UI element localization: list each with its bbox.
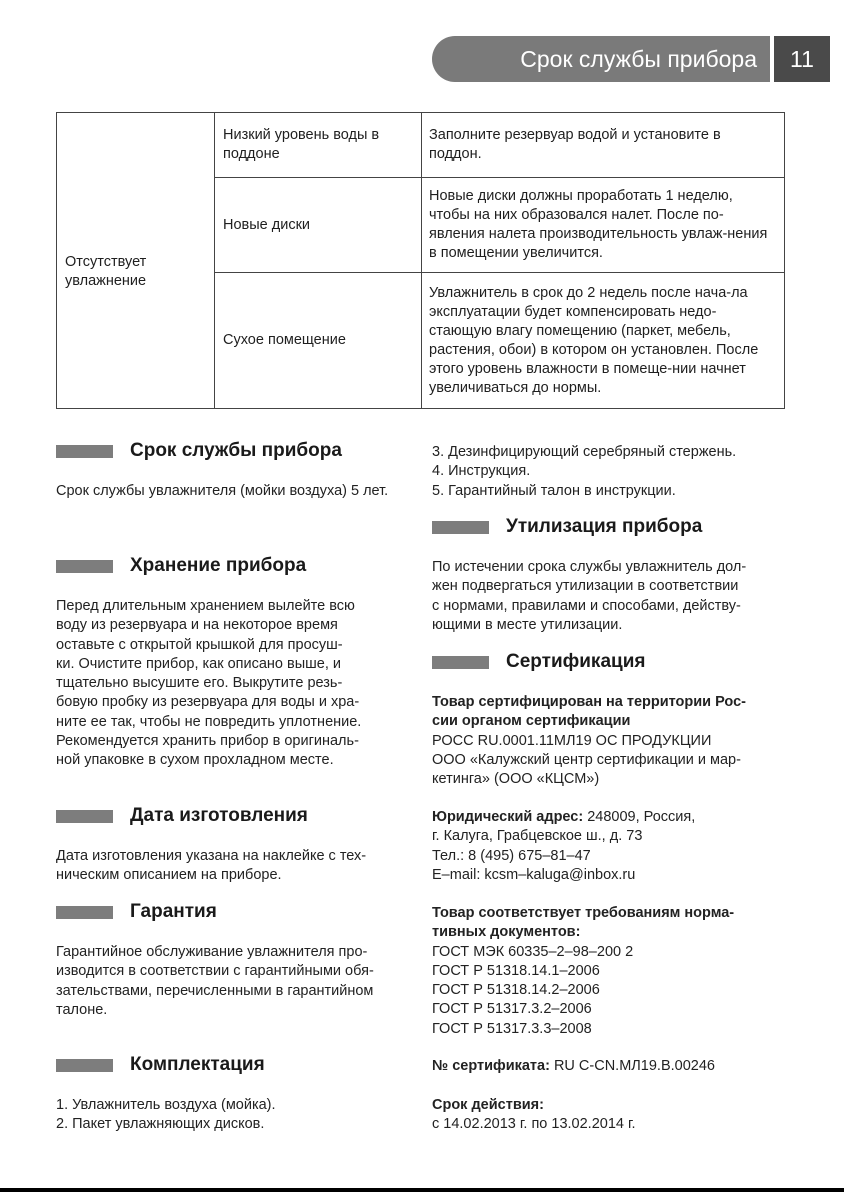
warranty-line: зательствами, перечисленными в гарантийном [56, 982, 374, 999]
standards-heading-line: Товар соответствует требованиям норма- [432, 905, 735, 921]
address-value: 248009, Россия, [583, 809, 696, 825]
troubleshooting-table [56, 112, 785, 409]
standard-item: ГОСТ Р 51318.14.1–2006 [432, 962, 600, 979]
standard-item: ГОСТ Р 51318.14.2–2006 [432, 982, 600, 999]
disposal-line: По истечении срока службы увлажнитель дол- [432, 559, 747, 575]
service-life-text: Срок службы увлажнителя (мойки воздуха) 5 лет. [56, 483, 389, 499]
validity-value: с 14.02.2013 г. по 13.02.2014 г. [432, 1116, 636, 1133]
manufacture-date-line: ническим описанием на приборе. [56, 867, 282, 884]
certificate-value: RU C-CN.МЛ19.В.00246 [549, 1058, 715, 1074]
section-bar [56, 445, 113, 458]
standards-block [432, 904, 784, 1039]
validity-block [432, 1096, 784, 1135]
section-bar [432, 521, 489, 534]
remedy-cell: Новые диски должны проработать 1 неделю, чтобы на них образовался налет. После по-явления налета производительность увлаж-нения в помещении увеличится. [422, 178, 785, 273]
phone-line: Тел.: 8 (495) 675–81–47 [432, 847, 591, 864]
manufacture-date-heading: Дата изготовления [130, 805, 308, 826]
warranty-line: изводится в соответствии с гарантийными обя- [56, 963, 374, 980]
storage-line: Рекомендуется хранить прибор в оригиналь- [56, 733, 359, 750]
manufacture-date-text [56, 847, 408, 886]
certified-heading-line: Товар сертифицирован на территории Рос- [432, 694, 746, 710]
certificate-label: № сертификата: [432, 1058, 550, 1074]
package-list-left [56, 1096, 408, 1135]
address-line: г. Калуга, Грабцевское ш., д. 73 [432, 828, 643, 845]
bottom-rule [0, 1188, 844, 1192]
disposal-line: ющими в месте утилизации. [432, 616, 623, 633]
storage-line: Перед длительным хранением вылейте всю [56, 598, 355, 614]
standard-item: ГОСТ Р 51317.3.3–2008 [432, 1020, 592, 1037]
org-line: кетинга» (ООО «КЦСМ») [432, 771, 600, 788]
package-heading: Комплектация [130, 1054, 265, 1075]
manufacture-date-line: Дата изготовления указана на наклейке с тех- [56, 848, 367, 864]
section-bar [56, 810, 113, 823]
package-item: 3. Дезинфицирующий серебряный стержень. [432, 444, 737, 460]
storage-line: оставьте с открытой крышкой для просуш- [56, 636, 343, 653]
page-number: 11 [790, 46, 814, 72]
header-section-title: Срок службы прибора [520, 46, 757, 72]
section-bar [56, 560, 113, 573]
storage-line: тщательно высушите его. Выкрутите резь- [56, 675, 343, 692]
disposal-line: жен подвергаться утилизации в соответствии [432, 578, 739, 595]
package-item: 5. Гарантийный талон в инструкции. [432, 482, 676, 499]
address-label: Юридический адрес: [432, 809, 584, 825]
storage-line: ните ее так, чтобы не повредить уплотнение. [56, 713, 362, 730]
warranty-text [56, 943, 408, 1020]
certificate-line [432, 1057, 784, 1076]
warranty-line: талоне. [56, 1001, 108, 1018]
package-item: 1. Увлажнитель воздуха (мойка). [56, 1097, 276, 1113]
remedy-cell: Заполните резервуар водой и установите в поддон. [422, 113, 785, 178]
validity-label: Срок действия: [432, 1097, 544, 1113]
standards-heading-line: тивных документов: [432, 924, 581, 941]
storage-line: ной упаковке в сухом прохладном месте. [56, 752, 334, 769]
storage-line: воду из резервуара и на некоторое время [56, 617, 338, 634]
certificate-number [432, 1057, 784, 1076]
service-life-heading: Срок службы прибора [130, 440, 342, 461]
disposal-line: с нормами, правилами и способами, действу- [432, 597, 741, 614]
warranty-heading: Гарантия [130, 901, 217, 922]
package-item: 4. Инструкция. [432, 463, 531, 480]
storage-heading: Хранение прибора [130, 555, 307, 576]
section-bar [432, 656, 489, 669]
email-line: E–mail: kcsm–kaluga@inbox.ru [432, 866, 636, 883]
certified-heading-line: сии органом сертификации [432, 713, 631, 730]
problem-cell: Отсутствует увлажнение [57, 113, 215, 409]
disposal-heading: Утилизация прибора [506, 516, 703, 537]
disposal-text [432, 558, 784, 635]
org-line: РОСС RU.0001.11МЛ19 ОС ПРОДУКЦИИ [432, 732, 712, 749]
cause-cell: Низкий уровень воды в поддоне [215, 113, 422, 178]
standard-item: ГОСТ МЭК 60335–2–98–200 2 [432, 943, 634, 960]
section-bar [56, 1059, 113, 1072]
certified-block [432, 693, 784, 789]
org-line: ООО «Калужский центр сертификации и мар- [432, 751, 741, 768]
table-row [57, 113, 785, 178]
storage-line: ки. Очистите прибор, как описано выше, и [56, 655, 342, 672]
warranty-line: Гарантийное обслуживание увлажнителя про- [56, 944, 368, 960]
package-item: 2. Пакет увлажняющих дисков. [56, 1116, 265, 1133]
storage-line: бовую пробку из резервуара для воды и хра- [56, 694, 360, 711]
address-first-line [432, 808, 784, 827]
remedy-cell: Увлажнитель в срок до 2 недель после нача-ла эксплуатации будет компенсировать недо-стающую влагу помещению (паркет, мебель, растения, обои) в котором он установлен. После этого уровень влажности в помеще-нии начнет увеличиваться до нормы. [422, 273, 785, 409]
standard-item: ГОСТ Р 51317.3.2–2006 [432, 1001, 592, 1018]
cause-cell: Новые диски [215, 178, 422, 273]
address-block [432, 808, 784, 885]
cause-cell: Сухое помещение [215, 273, 422, 409]
storage-text [56, 597, 408, 771]
section-bar [56, 906, 113, 919]
package-list-right [432, 443, 784, 501]
certification-heading: Сертификация [506, 651, 646, 672]
